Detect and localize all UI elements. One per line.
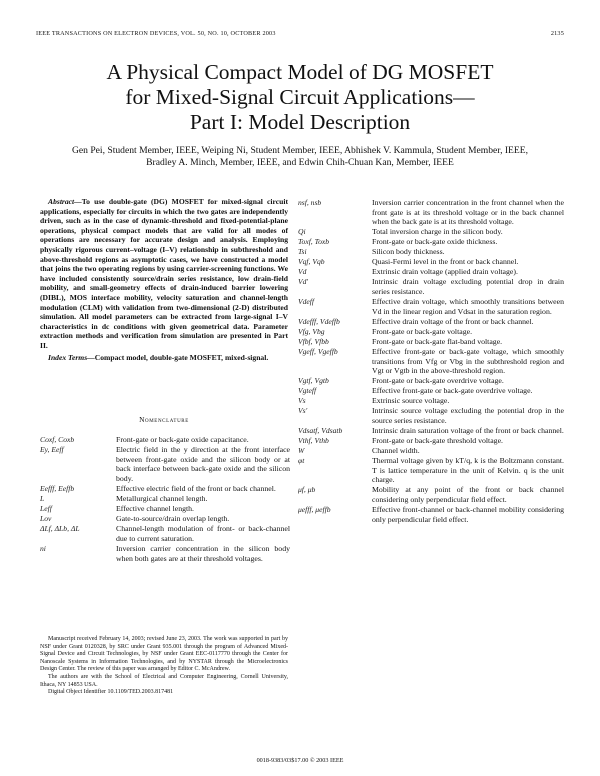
nomenclature-entry [298,198,564,227]
nomenclature-description: Inversion carrier concentration in the silicon body when both gates are at their threshold voltages. [116,543,290,563]
nomenclature-description: Intrinsic drain voltage excluding potential drop in drain series resistance. [372,277,564,297]
nomenclature-symbol: Vfg, Vbg [298,326,325,336]
nomenclature-symbol: Lov [40,514,52,524]
copyright-footer: 0018-9383/03$17.00 © 2003 IEEE [256,757,344,764]
nomenclature-description: Inversion carrier concentration in the front channel when the front gate is at its threshold voltage or in the back channel when the back gate is at its threshold voltage. [372,198,564,227]
nomenclature-symbol: Vdeff [298,297,315,307]
running-header [36,30,564,37]
nomenclature-description: Channel-length modulation of front- or back-channel due to current saturation. [116,524,290,543]
nomenclature-entry [298,257,564,267]
nomenclature-description: Effective front-gate or back-gate voltage, which smoothly transitions from Vfg or Vbg in the subthreshold region and Vgt or Vgtb in the above-threshold region. [372,346,564,376]
nomenclature-symbol: Vdefff, Vdeffb [298,316,340,326]
nomenclature-description: Front-gate or back-gate threshold voltage. [372,435,503,445]
nomenclature-symbol: L [40,494,45,504]
nomenclature-symbol: Ey, Eeff [40,445,64,454]
nomenclature-symbol: Eefff, Eeffb [40,484,75,494]
nomenclature-entry [298,317,564,327]
nomenclature-entry [298,247,564,257]
nomenclature-entry [298,227,564,237]
author-line: Gen Pei, Student Member, IEEE, Weiping Ni, Student Member, IEEE, Abhishek V. Kammula, Student Member, IEEE, [71,145,529,156]
nomenclature-symbol: Tsi [298,247,307,257]
nomenclature-description: Effective drain voltage, which smoothly transitions between Vd in the linear region and Vdsat in the saturation region. [372,297,564,316]
nomenclature-symbol: ni [40,543,46,553]
nomenclature-symbol: Coxf, Coxb [40,435,75,444]
nomenclature-description: Front-gate or back-gate flat-band voltage. [372,336,503,346]
nomenclature-symbol: μefff, μeffb [298,505,331,515]
nomenclature-description: Silicon body thickness. [372,247,445,257]
nomenclature-entry [40,484,290,494]
nomenclature-symbol: Leff [40,504,52,514]
nomenclature-description: Effective electric field of the front or back channel. [116,484,276,494]
footnote: The authors are with the School of Electrical and Computer Engineering, Cornell University, Ithaca, NY 14853 USA. [40,673,288,688]
nomenclature-description: Intrinsic source voltage excluding the potential drop in the source series resistance. [372,406,564,425]
index-terms [40,353,288,363]
title-line: for Mixed-Signal Circuit Applications— [125,85,475,109]
nomenclature-description: Gate-to-source/drain overlap length. [116,514,230,524]
title-line: A Physical Compact Model of DG MOSFET [106,60,494,84]
nomenclature-entry [40,514,290,524]
nomenclature-entry [40,524,290,543]
nomenclature-entry [40,445,290,484]
nomenclature-symbol: Qi [298,227,306,237]
nomenclature-entry [298,436,564,446]
journal-info: IEEE TRANSACTIONS ON ELECTRON DEVICES, VOL. 50, NO. 10, OCTOBER 2003 [36,30,276,37]
nomenclature-description: Effective front-channel or back-channel mobility considering only perpendicular field effect. [372,505,564,524]
nomenclature-list-right [298,198,564,525]
nomenclature-description: Channel width. [372,445,420,455]
nomenclature-list-left [40,435,290,564]
author-line: Bradley A. Minch, Member, IEEE, and Edwin Chih-Chuan Kan, Member, IEEE [146,157,454,168]
abstract-text: To use double-gate (DG) MOSFET for mixed-signal circuit applications, especially for circuits in which the two gates are independently driven, such as in the case of dynamic-threshold and fixed-potential-plane operations, physical compact models that are valid for all modes of operations are necessary for accurate design and analysis. Employing physically rigorous current–voltage (I–V) relationship in subthreshold and above-threshold regions as asymptotic cases, we have constructed a model that joins the two operating regions by using carrier-screening functions. We have included consistently source/drain series resistance, low drain-field mobility, and small-geometry effects of drain-induced barrier lowering (DIBL), MOS interface mobility, velocity saturation and channel-length modulation (CLM) with validation from two-dimensional (2-D) distributed simulation. All model parameters can be extracted from large-signal I–V characteristics in dc conditions with given geometrical data. Parameter extraction methods and verification from simulation are presented in Part II. [40,197,288,350]
nomenclature-description: Total inversion charge in the silicon body. [372,227,503,237]
nomenclature-symbol: nsf, nsb [298,198,322,207]
nomenclature-description: Extrinsic source voltage. [372,396,450,406]
nomenclature-entry [298,396,564,406]
nomenclature-symbol: Toxf, Toxb [298,237,330,247]
nomenclature-entry [298,347,564,376]
nomenclature-symbol: Vs' [298,406,308,416]
nomenclature-symbol: Vs [298,396,306,406]
nomenclature-symbol: W [298,445,305,455]
nomenclature-symbol: Vthf, Vthb [298,435,329,445]
nomenclature-symbol: Vgeff, Vgeffb [298,346,338,356]
paper-title [0,60,600,135]
nomenclature-entry [298,267,564,277]
nomenclature-description: Thermal voltage given by kT/q, k is the Boltzmann constant. T is lattice temperature in the unit of Kelvin. q is the unit charge. [372,455,564,485]
nomenclature-entry [40,544,290,563]
nomenclature-entry [298,386,564,396]
footnote: Digital Object Identifier 10.1109/TED.2003.817481 [48,689,174,696]
nomenclature-description: Mobility at any point of the front or back channel considering only perpendicular field effect. [372,485,564,505]
nomenclature-entry [298,456,564,485]
nomenclature-description: Quasi-Fermi level in the front or back channel. [372,257,519,267]
nomenclature-entry [40,504,290,514]
nomenclature-symbol: φt [298,455,305,465]
nomenclature-symbol: Vd' [298,277,309,287]
index-terms-label: Index Terms— [48,353,95,362]
nomenclature-symbol: Vgtf, Vgtb [298,376,329,386]
nomenclature-symbol: Vgteff [298,386,317,396]
nomenclature-description: Effective channel length. [116,504,195,514]
nomenclature-symbol: Vqf, Vqb [298,257,325,267]
nomenclature-symbol: Vd [298,267,307,277]
nomenclature-description: Front-gate or back-gate oxide thickness. [372,237,498,247]
nomenclature-entry [298,376,564,386]
nomenclature-entry [298,297,564,316]
nomenclature-entry [40,494,290,504]
nomenclature-symbol: Vfbf, Vfbb [298,336,329,346]
title-line: Part I: Model Description [189,110,411,134]
nomenclature-description: Effective front-gate or back-gate overdrive voltage. [372,386,533,396]
footnote-block [40,636,288,697]
nomenclature-entry [298,337,564,347]
nomenclature-entry [298,446,564,456]
nomenclature-entry [298,277,564,296]
nomenclature-entry [298,505,564,524]
nomenclature-entry [298,237,564,247]
nomenclature-symbol: μf, μb [298,485,316,495]
index-terms-text: Compact model, double-gate MOSFET, mixed-signal. [94,353,269,362]
nomenclature-entry [298,426,564,436]
nomenclature-description: Front-gate or back-gate overdrive voltage. [372,376,504,386]
author-list [30,145,570,169]
nomenclature-description: Effective drain voltage of the front or back channel. [372,316,534,326]
nomenclature-heading: Nomenclature [139,415,189,424]
nomenclature-description: Front-gate or back-gate voltage. [372,326,473,336]
nomenclature-entry [40,435,290,445]
nomenclature-entry [298,327,564,337]
nomenclature-entry [298,406,564,425]
nomenclature-entry [298,485,564,504]
nomenclature-description: Intrinsic drain saturation voltage of the front or back channel. [372,425,564,435]
abstract-label: Abstract— [48,197,82,206]
nomenclature-description: Extrinsic drain voltage (applied drain voltage). [372,267,518,277]
abstract [40,197,288,351]
nomenclature-symbol: Vdsatf, Vdsatb [298,425,343,435]
footnote: Manuscript received February 14, 2003; revised June 23, 2003. The work was supported in part by NSF under Grant 0120328, by SRC under Grant 935.001 through the program of Advanced Mixed-Signal Device and Circuit Technologies, by NSF under Grant EEC-0117770 through the Center for Nanoscale Systems in Information Technologies, and by NYSTAR through the Microelectronics Design Center. The review of this paper was arranged by Editor C. McAndrew. [40,636,288,673]
nomenclature-description: Metallurgical channel length. [116,494,208,504]
nomenclature-description: Front-gate or back-gate oxide capacitance. [116,435,249,444]
nomenclature-symbol: ΔLf, ΔLb, ΔL [40,524,80,534]
page-number: 2135 [550,30,564,37]
nomenclature-description: Electric field in the y direction at the front interface between front-gate oxide and the silicon body or at back interface between back-gate oxide and the silicon body. [116,445,290,484]
